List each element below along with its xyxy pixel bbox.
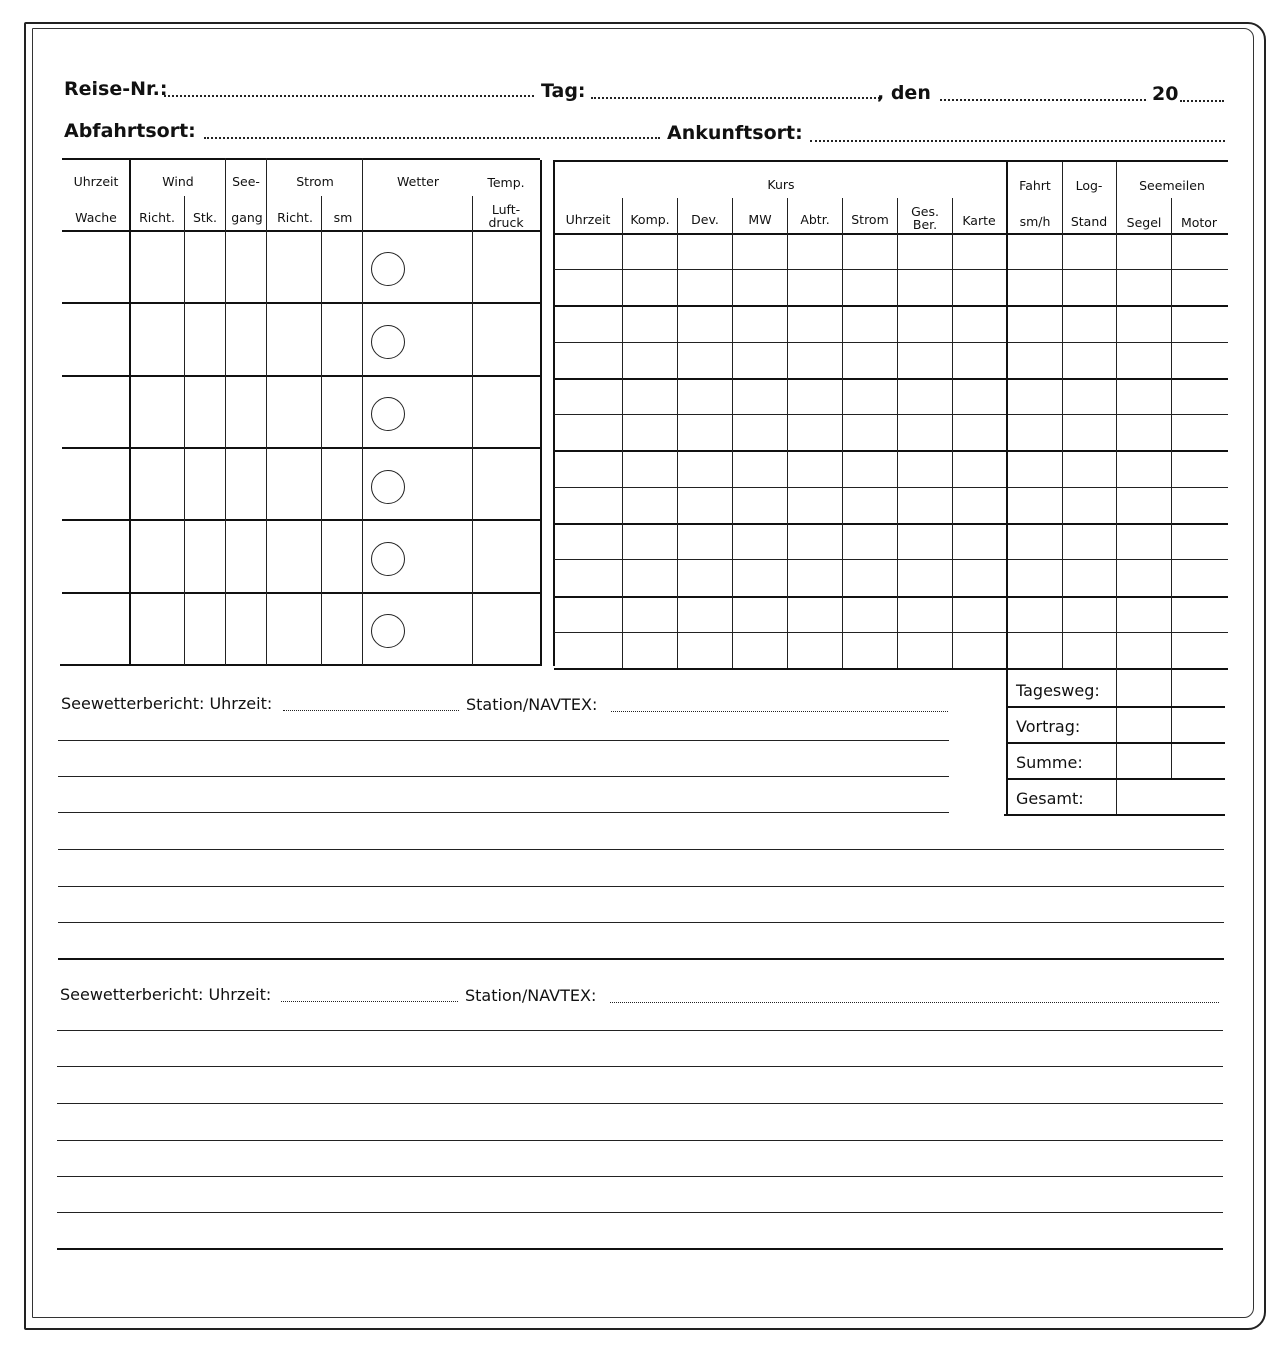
date-field[interactable]	[940, 99, 1146, 101]
weather-note-line[interactable]	[57, 1103, 1223, 1104]
weather-note-line[interactable]	[58, 886, 1224, 887]
weather-circle-icon[interactable]	[371, 470, 405, 504]
section-divider	[58, 958, 1224, 960]
col-abtr-label: Abtr.	[800, 212, 830, 227]
weather-note-line[interactable]	[58, 849, 1224, 850]
col-strom-sm-label: sm	[333, 210, 353, 225]
col-log-group-label: Log-	[1075, 178, 1103, 193]
col-fahrt-group-label: Fahrt	[1019, 178, 1051, 193]
tag-field[interactable]	[591, 97, 880, 99]
den-label: , den	[877, 82, 931, 104]
abfahrtsort-label: Abfahrtsort:	[64, 120, 196, 142]
weather-circle-icon[interactable]	[371, 397, 405, 431]
col-wind-stk-label: Stk.	[192, 210, 218, 225]
col-seemeilen-group-label: Seemeilen	[1139, 178, 1205, 193]
tag-label: Tag:	[541, 80, 586, 102]
weather-station-label: Station/NAVTEX:	[466, 695, 598, 714]
col-strom-richt-label: Richt.	[277, 210, 313, 225]
gesamt-label: Gesamt:	[1016, 789, 1084, 808]
weather-note-line[interactable]	[57, 1030, 1223, 1031]
summe-label: Summe:	[1016, 753, 1083, 772]
reise-nr-field[interactable]	[164, 95, 534, 97]
weather-circle-icon[interactable]	[371, 614, 405, 648]
col-mw-label: MW	[748, 212, 772, 227]
col-komp-label: Komp.	[630, 212, 670, 227]
year-label: 20	[1152, 83, 1179, 105]
weather-station-field[interactable]	[610, 1002, 1219, 1003]
col-wind-richt-label: Richt.	[139, 210, 175, 225]
reise-nr-label: Reise-Nr.:	[64, 78, 168, 100]
weather-circle-icon[interactable]	[371, 325, 405, 359]
col-strom-right-label: Strom	[851, 212, 889, 227]
weather-note-line[interactable]	[58, 922, 1224, 923]
col-temp-label: Temp.	[487, 175, 525, 190]
col-seegang-bottom-label: gang	[231, 210, 263, 225]
col-wetter-label: Wetter	[397, 174, 439, 189]
weather-note-line[interactable]	[57, 1212, 1223, 1213]
col-stand-label: Stand	[1070, 214, 1108, 229]
weather-uhrzeit-field[interactable]	[281, 1001, 458, 1002]
year-field[interactable]	[1180, 100, 1224, 102]
col-karte-label: Karte	[962, 213, 996, 228]
col-wind-label: Wind	[162, 174, 194, 189]
abfahrtsort-field[interactable]	[204, 137, 660, 139]
col-seegang-top-label: See-	[232, 174, 260, 189]
weather-circle-icon[interactable]	[371, 542, 405, 576]
weather-uhrzeit-label: Seewetterbericht: Uhrzeit:	[61, 694, 273, 713]
weather-note-line[interactable]	[58, 776, 949, 777]
weather-circle-icon[interactable]	[371, 252, 405, 286]
weather-station-label: Station/NAVTEX:	[465, 986, 597, 1005]
weather-uhrzeit-label: Seewetterbericht: Uhrzeit:	[60, 985, 272, 1004]
col-segel-label: Segel	[1126, 215, 1162, 230]
col-strom-label: Strom	[296, 174, 334, 189]
weather-note-line[interactable]	[58, 812, 949, 813]
col-luftdruck-label: Luft- druck	[488, 202, 524, 230]
col-kurs-uhrzeit-label: Uhrzeit	[565, 212, 611, 227]
vortrag-label: Vortrag:	[1016, 717, 1081, 736]
col-dev-label: Dev.	[691, 212, 719, 227]
col-motor-label: Motor	[1180, 215, 1218, 230]
weather-uhrzeit-field[interactable]	[283, 710, 459, 711]
weather-note-line[interactable]	[58, 740, 949, 741]
col-kurs-group-label: Kurs	[767, 177, 795, 192]
ankunftsort-field[interactable]	[810, 140, 1225, 142]
col-sm-h-label: sm/h	[1019, 214, 1051, 229]
weather-note-line[interactable]	[57, 1176, 1223, 1177]
weather-station-field[interactable]	[611, 711, 948, 712]
col-wache-label: Wache	[75, 210, 117, 225]
weather-note-line[interactable]	[57, 1140, 1223, 1141]
ankunftsort-label: Ankunftsort:	[667, 122, 803, 144]
weather-note-line[interactable]	[57, 1066, 1223, 1067]
section-divider	[57, 1248, 1223, 1250]
col-ges-ber-label: Ges. Ber.	[911, 204, 939, 232]
col-uhrzeit-label: Uhrzeit	[73, 174, 119, 189]
tagesweg-label: Tagesweg:	[1016, 681, 1100, 700]
